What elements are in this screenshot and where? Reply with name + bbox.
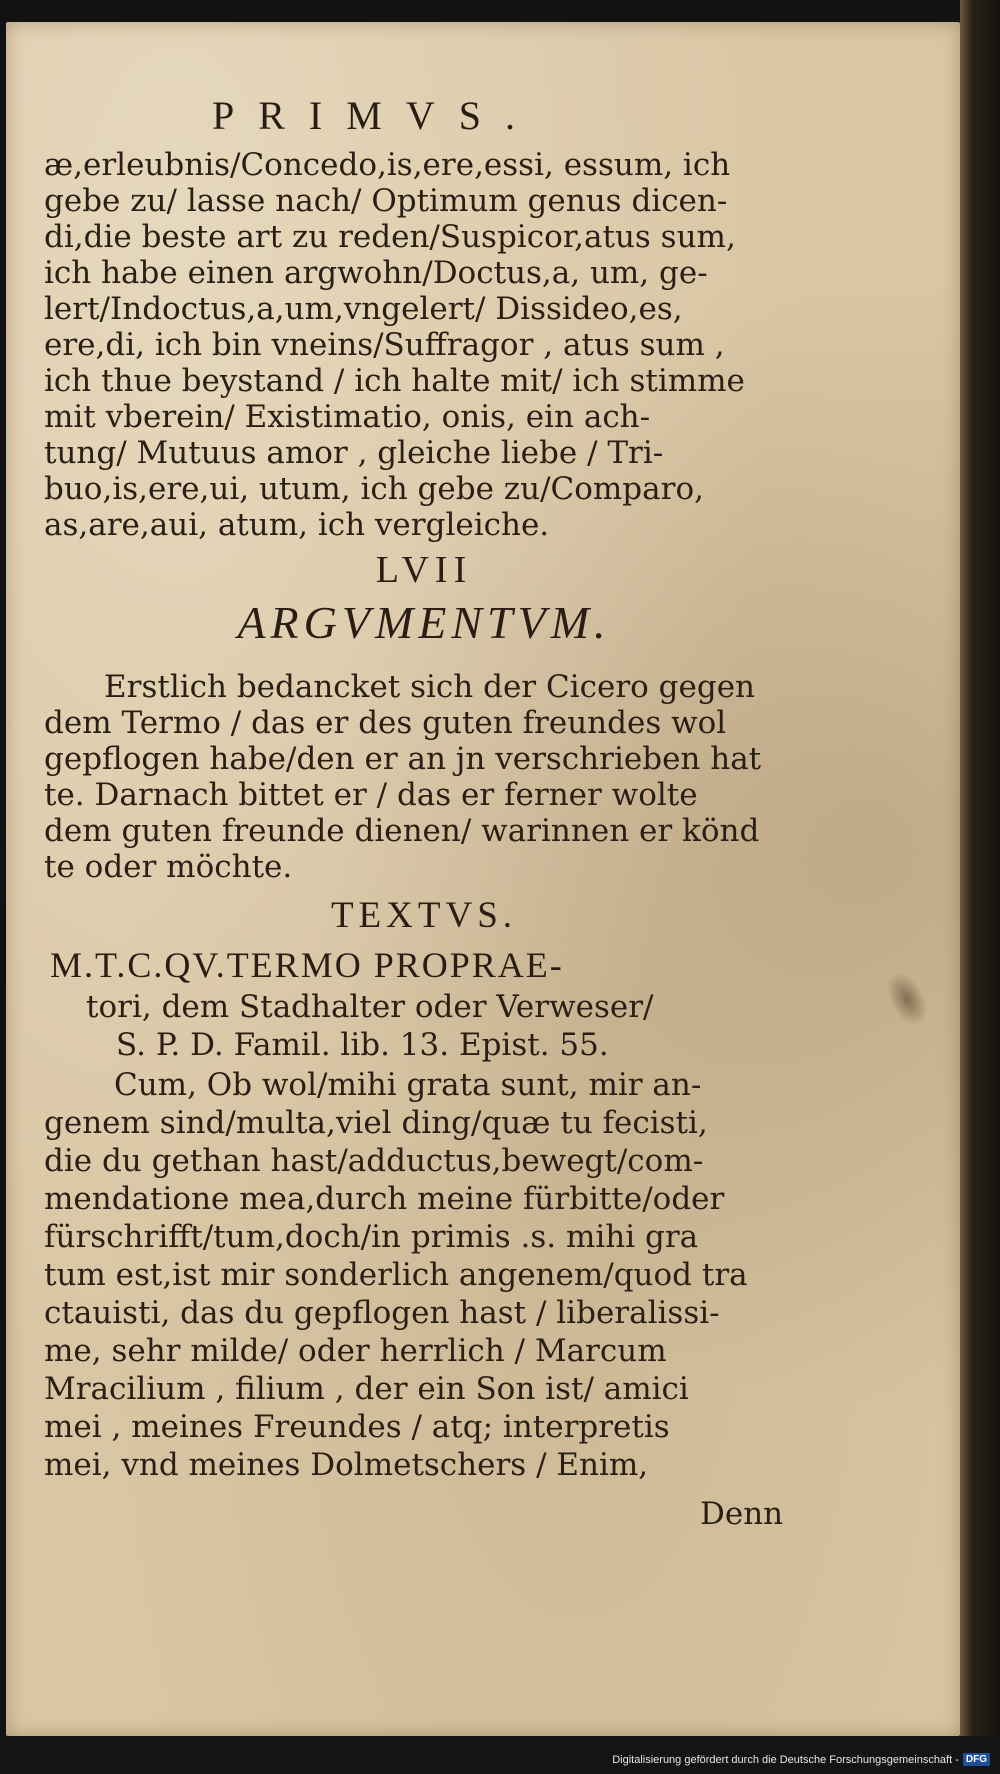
- textus-line: die du gethan hast/adductus,bewegt/com-: [44, 1143, 704, 1179]
- textus-heading: TEXTVS.: [330, 895, 518, 936]
- digitization-credit: [612, 1753, 990, 1766]
- running-head: PRIMVS.: [212, 93, 539, 138]
- argumentum-line: te. Darnach bittet er / das er ferner wolte: [44, 777, 698, 813]
- body-line: as,are,aui, atum, ich vergleiche.: [44, 507, 550, 543]
- textus-line: genem sind/multa,viel ding/quæ tu fecisti,: [44, 1105, 708, 1141]
- body-line: buo,is,ere,ui, utum, ich gebe zu/Comparo,: [44, 471, 704, 507]
- address-line: S. P. D. Famil. lib. 13. Epist. 55.: [116, 1027, 609, 1063]
- body-line: ich habe einen argwohn/Doctus,a, um, ge-: [44, 255, 708, 291]
- body-line: lert/Indoctus,a,um,vngelert/ Dissideo,es,: [44, 291, 683, 327]
- argumentum-heading: ARGVMENTVM.: [237, 597, 611, 648]
- book-edge: [960, 0, 1000, 1774]
- body-line: di,die beste art zu reden/Suspicor,atus sum,: [44, 219, 736, 255]
- argumentum-line: te oder möchte.: [44, 849, 293, 885]
- textus-line: Cum, Ob wol/mihi grata sunt, mir an-: [114, 1067, 702, 1103]
- textus-line: tum est,ist mir sonderlich angenem/quod tra: [44, 1257, 748, 1293]
- textus-line: Mracilium , filium , der ein Son ist/ amici: [44, 1371, 689, 1407]
- section-number: LVII: [375, 549, 473, 591]
- address-line: M.T.C.QV.TERMO PROPRAE-: [50, 945, 564, 985]
- argumentum-line: dem guten freunde dienen/ warinnen er könd: [44, 813, 760, 849]
- body-line: ich thue beystand / ich halte mit/ ich stimme: [44, 363, 745, 399]
- catchword: Denn: [700, 1496, 784, 1532]
- credit-text: Digitalisierung gefördert durch die Deutsche Forschungsgemeinschaft -: [612, 1753, 959, 1766]
- body-line: mit vberein/ Existimatio, onis, ein ach-: [44, 399, 651, 435]
- body-line: gebe zu/ lasse nach/ Optimum genus dicen-: [44, 183, 728, 219]
- textus-line: fürschrifft/tum,doch/in primis .s. mihi gra: [44, 1219, 699, 1255]
- body-line: tung/ Mutuus amor , gleiche liebe / Tri-: [44, 435, 664, 471]
- argumentum-line: gepflogen habe/den er an jn verschrieben hat: [44, 741, 762, 777]
- body-line: ere,di, ich bin vneins/Suffragor , atus sum ,: [44, 327, 725, 363]
- argumentum-line: Erstlich bedancket sich der Cicero gegen: [104, 669, 755, 705]
- address-line: tori, dem Stadhalter oder Verweser/: [86, 989, 654, 1025]
- textus-line: me, sehr milde/ oder herrlich / Marcum: [44, 1333, 667, 1369]
- textus-line: mei, vnd meines Dolmetschers / Enim,: [44, 1447, 649, 1483]
- textus-line: mendatione mea,durch meine fürbitte/oder: [44, 1181, 725, 1217]
- body-line: æ,erleubnis/Concedo,is,ere,essi, essum, ich: [44, 147, 731, 183]
- dfg-logo: DFG: [963, 1753, 990, 1766]
- textus-line: ctauisti, das du gepflogen hast / liberalissi-: [44, 1295, 720, 1331]
- textus-line: mei , meines Freundes / atq; interpretis: [44, 1409, 670, 1445]
- argumentum-line: dem Termo / das er des guten freundes wol: [44, 705, 727, 741]
